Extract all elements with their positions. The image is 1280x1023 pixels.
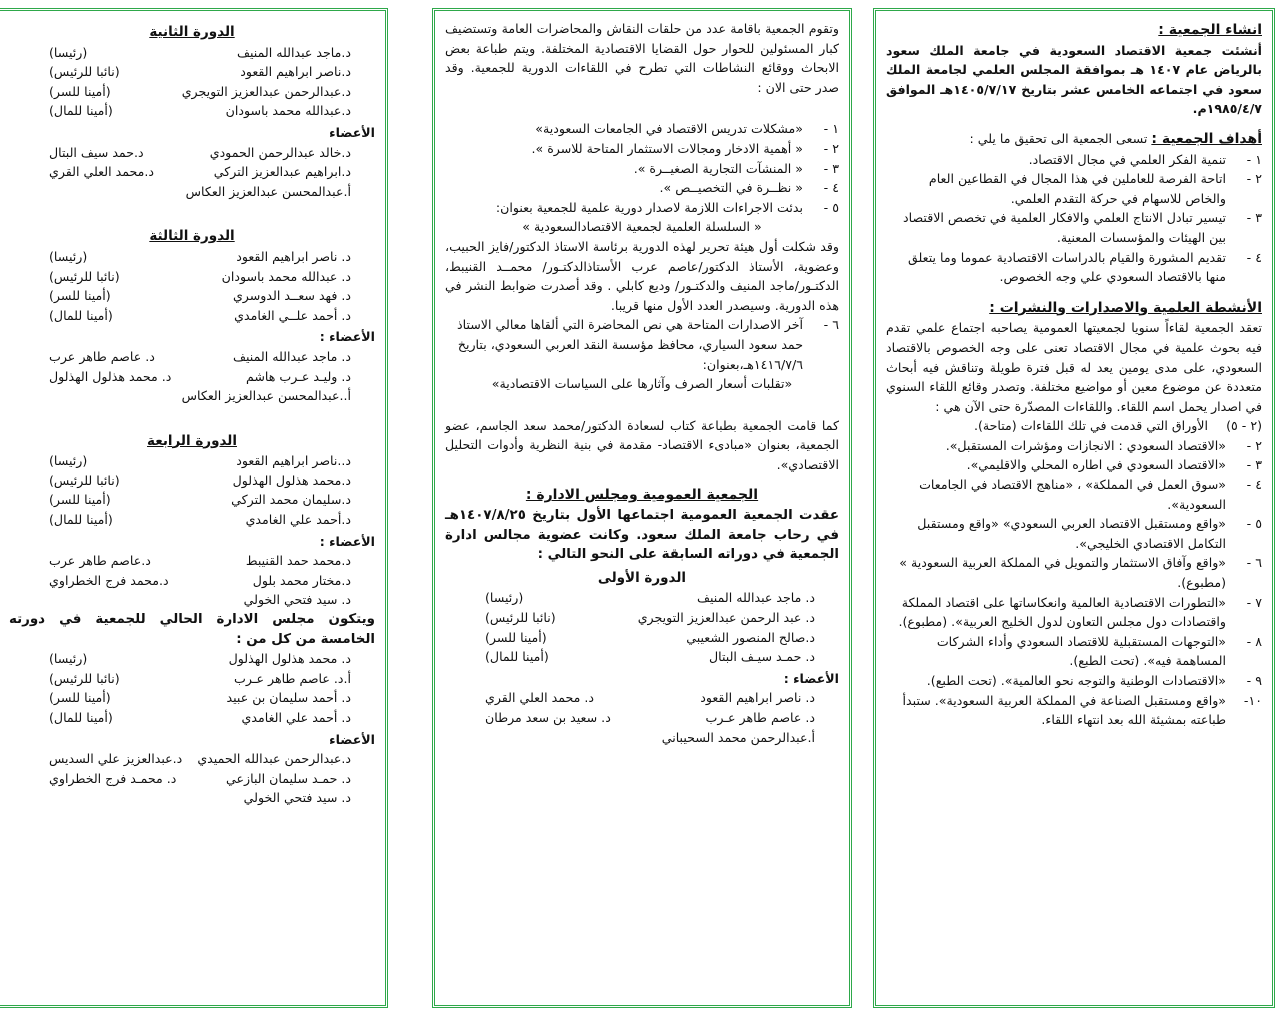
list-item: د. ناصر ابراهيم القعود (رئيسا) <box>49 248 351 264</box>
list-item: ٣ - «الاقتصاد السعودي في اطاره المحلي والاقليمي». <box>966 457 1262 473</box>
session3-members <box>9 347 375 406</box>
list-item: أ.عبدالرحمن محمد السحيباني <box>661 729 815 745</box>
list-item: د..ناصر ابراهيم القعود (رئيسا) <box>49 453 351 469</box>
list-item: د. ماجد عبدالله المنيف د. عاصم طاهر عرب <box>49 348 351 364</box>
session3-officers <box>9 247 375 325</box>
assembly-paragraph: عقدت الجمعية العمومية اجتماعها الأول بتاريخ ١٤٠٧/٨/٢٥هـ في رحاب جامعة الملك سعود. وكانت عضوية مجالس ادارة الجمعية في دوراته السابقة على النحو التالي : <box>445 508 839 563</box>
list-item: د. محمد هذلول الهذلول (رئيسا) <box>49 651 351 667</box>
list-item: د.عبدالله محمد باسودان (أمينا للمال) <box>49 103 351 119</box>
list-item: د. وليـد عـرب هاشم د. محمد هذلول الهذلول <box>49 368 351 384</box>
list-item: ٦ - «واقع وآفاق الاستثمار والتمويل في المملكة العربية السعودية » (مطبوع). <box>899 555 1262 591</box>
list-item: ١ - «مشكلات تدريس الاقتصاد في الجامعات السعودية» <box>535 121 839 137</box>
list-item: د.ناصر ابراهيم القعود (نائبا للرئيس) <box>49 64 351 80</box>
list-item: أ.د. عاصم طاهر عـرب (نائبا للرئيس) <box>49 670 351 686</box>
list-item: ٤ - تقديم المشورة والقيام بالدراسات الاقتصادية عموما وما يتعلق منها بالاقتصاد السعودي علي وجه الخصوص. <box>908 249 1262 285</box>
session4-officers <box>9 451 375 529</box>
list-item: د. حمـد سليمان البازعي د. محمـد فرج الخطراوي <box>49 770 351 786</box>
list-item: د.عبدالرحمن عبدالله الحميدي د.عبدالعزيز علي السديس <box>49 751 351 767</box>
list-item: د.عبدالرحمن عبدالعزيز التويجري (أمينا للسر) <box>49 83 351 99</box>
intro-paragraph: وتقوم الجمعية باقامة عدد من حلقات النقاش والمحاضرات العامة وتستضيف كبار المسئولين للحوار حول القضايا الاقتصادية المختلفة. ويتم طباعة بعض الابحاث ووقائع النشاطات التي تطرح في اللقاءات الدورية للجمعية. وقد صدر حتى الان : <box>445 21 839 95</box>
founding-heading: انشاء الجمعية : <box>1158 22 1262 38</box>
list-item: (٢ - ٥) الأوراق التي قدمت في تلك اللقاءات (متاحة). <box>973 418 1262 434</box>
list-item: د. سيد فتحي الخولي <box>243 592 351 608</box>
session1-officers <box>445 588 839 666</box>
list-item: ٨ - «التوجهات المستقبلية للاقتصاد السعودي وأداء الشركات المساهمة فيه». (تحت الطبع). <box>936 633 1262 669</box>
session1-title: الدورة الأولى <box>597 569 687 586</box>
list-item: د.ابراهيم عبدالعزيز التركي د.محمد العلي القري <box>49 164 351 180</box>
list-item: د. عبد الرحمن عبدالعزيز التويجري (نائبا للرئيس) <box>485 610 815 626</box>
session2-members-label: الأعضاء <box>329 124 375 140</box>
session2-title: الدورة الثانية <box>149 24 235 40</box>
editorial-board-paragraph: وقد شكلت أول هيئة تحرير لهذه الدورية برئاسة الاستاذ الدكتور/فايز الحبيب، وعضوية، الأستاذ الدكتور/عاصم عرب الأستاذالدكتـور/ محمــد القنيبط، الدكتـور/ماجد المنيف والدكتـور/ وديع كابلي . وقد أصدرت ضوابط النشر في هذه الدورية. وسيصدر العدد الأول منها قريبا. <box>445 238 839 313</box>
list-item: د. عبدالله محمد باسودان (نائبا للرئيس) <box>49 268 351 284</box>
activities-heading: الأنشطة العلمية والاصدارات والنشرات : <box>989 299 1262 316</box>
session4-members <box>9 551 375 610</box>
session4-members-label: الأعضاء : <box>319 533 375 549</box>
right-column <box>873 8 1275 1008</box>
list-item: ٤ - «سوق العمل في المملكة» ، «مناهج الاقتصاد في الجامعات السعودية». <box>919 477 1262 512</box>
middle-column <box>432 8 852 1008</box>
list-item: ١ - تنمية الفكر العلمي في مجال الاقتصاد. <box>1028 151 1262 167</box>
list-item: ٣ - « المنشآت التجارية الصغيــرة ». <box>633 160 839 176</box>
list-item: د.صالح المنصور الشعيبي (أمينا للسر) <box>485 629 815 645</box>
goals-heading: أهداف الجمعية : <box>1151 130 1262 147</box>
list-item: د. أحمد علي الغامدي (أمينا للمال) <box>49 710 351 725</box>
list-item: د.ماجد عبدالله المنيف (رئيسا) <box>49 44 351 60</box>
assembly-heading: الجمعية العمومية ومجلس الادارة : <box>525 487 759 504</box>
list-item: ٢ - « أهمية الادخار ومجالات الاستثمار المتاحة للاسرة ». <box>531 140 839 156</box>
meetings-list <box>886 416 1262 730</box>
list-item: د. أحمد سليمان بن عبيد (أمينا للسر) <box>49 690 351 706</box>
left-column <box>0 8 388 1008</box>
list-item: د. عاصم طاهر عـرب د. سعيد بن سعد مرطان <box>485 710 815 725</box>
publication-6 <box>445 315 839 374</box>
list-item: ١٠- «واقع ومستقبل الصناعة في المملكة العربية السعودية». ستبدأ طباعته بمشيئة الله بعد انتهاء اللقاء. <box>902 692 1262 728</box>
session4-title: الدورة الرابعة <box>147 432 237 449</box>
list-item: ٧ - «التطورات الاقتصادية العالمية وانعكاساتها على اقتصاد المملكة واقتصادات دول مجلس التعاون لدول الخليج العربية». (مطبوع). <box>898 594 1262 630</box>
list-item: د. ماجد عبدالله المنيف (رئيسا) <box>485 590 815 606</box>
list-item: ٦ - آخر الاصدارات المتاحة هي نص المحاضرة التي ألقاها معالي الاستاذ حمد سعود السياري، محافظ مؤسسة النقد العربي السعودي، بتاريخ ١٤١٦/٧/٦هـ،بعنوان: <box>457 317 839 372</box>
list-item: د.سليمان محمد التركي (أمينا للسر) <box>49 492 351 508</box>
list-item: ٥ - بدئت الاجراءات اللازمة لاصدار دورية علمية للجمعية بعنوان: <box>495 199 839 215</box>
list-item: ٢ - اتاحة الفرصة للعاملين في هذا المجال في القطاعين العام والخاص للاسهام في حركة التقدم العلمي. <box>928 171 1262 206</box>
series-title: « السلسلة العلمية لجمعية الاقتصادالسعودية » <box>522 219 762 235</box>
list-item: د.أحمد علي الغامدي (أمينا للمال) <box>49 512 351 528</box>
list-item: ٤ - « نظــرة في التخصيــص ». <box>659 180 839 196</box>
goals-intro: تسعى الجمعية الى تحقيق ما يلي : <box>969 130 1148 146</box>
list-item: د. حمـد سيـف البتال (أمينا للمال) <box>485 649 815 665</box>
list-item: أ.عبدالمحسن عبدالعزيز العكاس <box>185 183 351 199</box>
list-item: ٣ - تيسير تبادل الانتاج العلمي والافكار العلمية في تخصص الاقتصاد بين الهيئات والمؤسسات المعنية. <box>903 210 1262 245</box>
session5-officers <box>9 649 375 727</box>
list-item: د. فهد سعــد الدوسري (أمينا للسر) <box>49 288 351 304</box>
list-item: ٩ - «الاقتصادات الوطنية والتوجه نحو العالمية». (تحت الطبع). <box>926 673 1262 688</box>
list-item: د.محمد هذلول الهذلول (نائبا للرئيس) <box>49 472 351 488</box>
session2-members <box>9 143 375 202</box>
list-item: د. أحمد علــي الغامدي (أمينا للمال) <box>49 307 351 323</box>
list-item: د.محمد حمد القنيبط د.عاصم طاهر عرب <box>49 553 351 569</box>
publications-list <box>445 119 839 217</box>
session5-members-label: الأعضاء <box>329 731 375 747</box>
list-item: ٢ - «الاقتصاد السعودي : الانجازات ومؤشرات المستقبل». <box>945 437 1262 453</box>
list-item: أ..عبدالمحسن عبدالعزيز العكاس <box>181 388 351 404</box>
list-item: د.مختار محمد بلول د.محمد فرج الخطراوي <box>49 572 351 588</box>
session3-title: الدورة الثالثة <box>149 228 235 245</box>
session3-members-label: الأعضاء : <box>319 329 375 345</box>
session1-members <box>445 688 839 747</box>
session1-members-label: الأعضاء : <box>783 670 839 686</box>
session5-members <box>9 749 375 808</box>
activities-paragraph: تعقد الجمعية لقاءاً سنويا لجمعيتها العمومية يصاحبه اجتماع علمي تقدم فيه بحوث علمية في مجال الاقتصاد تعنى على وجه الخصوص بالاقتصاد السعودي، على مدى يومين يعد له قبل فترة طويلة وتناقش فيه أبحاث متعددة عن موضوع معين أو مواضيع مختلفة. وتصدر وقائع اللقاء السنوي في اصدار يحمل اسم اللقاء. واللقاءات المصدّرة حتى الآن هي : <box>886 320 1262 414</box>
list-item: ٥ - «واقع ومستقبل الاقتصاد العربي السعودي» «واقع ومستقبل التكامل الاقتصادي الخليجي». <box>917 516 1262 551</box>
lecture-title: «تقلبات أسعار الصرف وآثارها على السياسات الاقتصادية» <box>491 376 793 392</box>
list-item: د.خالد عبدالرحمن الحمودي د.حمد سيف البتال <box>49 144 351 160</box>
book-paragraph: كما قامت الجمعية بطباعة كتاب لسعادة الدكتور/محمد سعد الجاسم، عضو الجمعية، بعنوان «مبادىء الاقتصاد- مقدمة في بنية النظرية وأدوات التحليل الاقتصادي». <box>445 417 839 472</box>
founding-paragraph: أنشئت جمعية الاقتصاد السعودية في جامعة الملك سعود بالرياض عام ١٤٠٧ هـ بموافقة المجلس العلمي لجامعة الملك سعود في اجتماعه الخامس عشر بتاريخ ١٤٠٥/٧/١٧هـ الموافق ١٩٨٥/٤/٧م. <box>886 42 1262 117</box>
goals-list <box>886 150 1262 287</box>
goals-header-line <box>886 129 1262 150</box>
session2-officers <box>9 43 375 121</box>
list-item: د. ناصر ابراهيم القعود د. محمد العلي القري <box>485 690 815 706</box>
current-board-paragraph: ويتكون مجلس الادارة الحالي للجمعية في دورته الخامسة من كل من : <box>9 612 375 647</box>
list-item: د. سيد فتحي الخولي <box>243 790 351 806</box>
